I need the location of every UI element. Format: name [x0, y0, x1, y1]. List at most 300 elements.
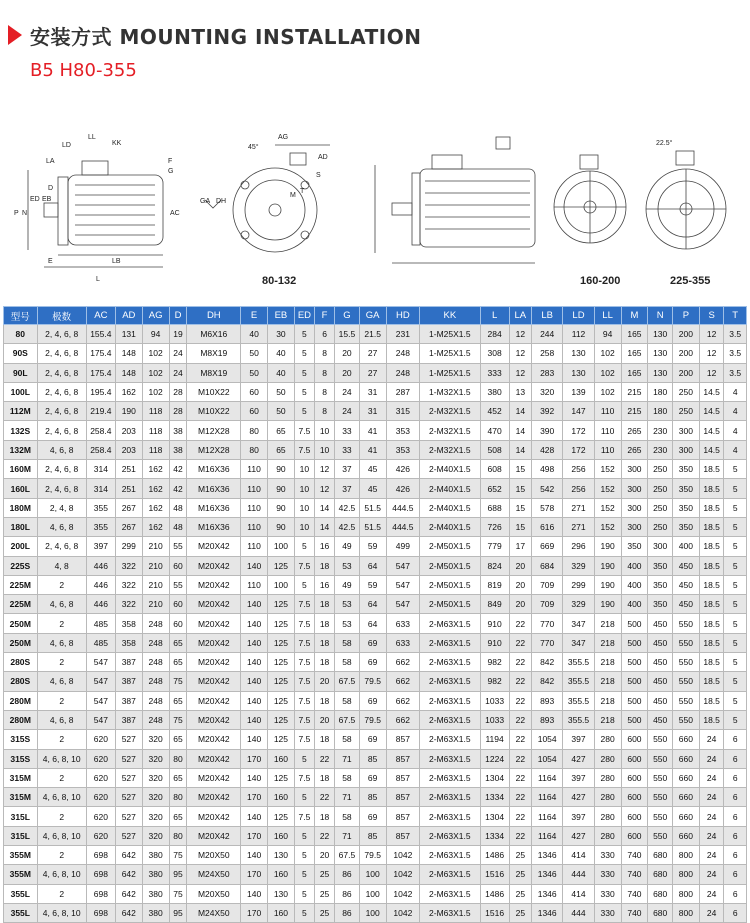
table-cell: 14.5 — [699, 402, 724, 421]
table-cell: 550 — [648, 788, 673, 807]
table-cell: 90 — [268, 517, 295, 536]
table-cell: 314 — [86, 479, 115, 498]
table-cell: 2-M40X1.5 — [420, 517, 480, 536]
table-cell: 7.5 — [294, 653, 314, 672]
table-cell: 69 — [359, 691, 386, 710]
table-cell: 684 — [532, 556, 563, 575]
svg-text:G: G — [168, 168, 174, 175]
table-cell: 1-M25X1.5 — [420, 344, 480, 363]
table-cell: 55 — [169, 537, 187, 556]
table-cell: 550 — [648, 807, 673, 826]
table-cell: 31 — [359, 382, 386, 401]
table-cell: M20X42 — [187, 807, 241, 826]
table-cell: 190 — [594, 575, 621, 594]
svg-text:KK: KK — [112, 140, 122, 147]
table-cell: 642 — [115, 846, 142, 865]
table-cell: 280 — [594, 788, 621, 807]
table-cell: 2-M63X1.5 — [420, 865, 480, 884]
table-cell: 12 — [699, 325, 724, 344]
table-cell: 6 — [724, 884, 747, 903]
table-cell: 69 — [359, 633, 386, 652]
table-cell: 2, 4, 6, 8 — [37, 460, 86, 479]
column-header: LL — [594, 307, 621, 325]
table-cell: 250 — [648, 479, 673, 498]
table-cell: 58 — [335, 653, 360, 672]
table-cell: 350 — [672, 460, 699, 479]
table-cell: 248 — [386, 344, 420, 363]
table-row — [4, 865, 747, 884]
table-cell: 248 — [386, 363, 420, 382]
table-cell: 2 — [37, 575, 86, 594]
table-cell: 250 — [648, 498, 673, 517]
table-cell: 550 — [648, 730, 673, 749]
table-cell: 5 — [294, 382, 314, 401]
table-cell: 110 — [241, 479, 268, 498]
table-cell: 740 — [621, 884, 648, 903]
table-cell: 4, 6, 8, 10 — [37, 749, 86, 768]
table-cell: 41 — [359, 421, 386, 440]
table-cell: 633 — [386, 633, 420, 652]
table-cell: 329 — [563, 556, 594, 575]
table-cell: 358 — [115, 633, 142, 652]
table-cell: 2 — [37, 614, 86, 633]
table-cell: 75 — [169, 710, 187, 729]
table-cell: 320 — [142, 730, 169, 749]
table-cell: 857 — [386, 768, 420, 787]
table-cell: 508 — [480, 440, 509, 459]
table-cell: 162 — [142, 498, 169, 517]
table-cell: 256 — [563, 479, 594, 498]
table-cell: 140 — [241, 653, 268, 672]
table-cell: 380 — [142, 884, 169, 903]
table-cell: 5 — [724, 556, 747, 575]
table-cell: 18.5 — [699, 517, 724, 536]
svg-text:F: F — [168, 158, 173, 165]
table-row — [4, 884, 747, 903]
table-cell: 152 — [594, 479, 621, 498]
table-cell: 53 — [335, 614, 360, 633]
table-cell: 1334 — [480, 826, 509, 845]
table-cell: 426 — [386, 479, 420, 498]
table-cell: 444.5 — [386, 498, 420, 517]
table-cell: 265 — [621, 440, 648, 459]
table-cell: M16X36 — [187, 517, 241, 536]
table-cell: 527 — [115, 768, 142, 787]
table-cell: 20 — [314, 846, 334, 865]
table-cell: 18.5 — [699, 556, 724, 575]
table-cell: 231 — [386, 325, 420, 344]
table-cell: 125 — [268, 807, 295, 826]
table-cell: 550 — [648, 768, 673, 787]
model-cell: 315S — [4, 730, 38, 749]
table-cell: 1164 — [532, 788, 563, 807]
table-cell: 40 — [241, 325, 268, 344]
table-cell: 2, 4, 6, 8 — [37, 325, 86, 344]
table-cell: 102 — [594, 344, 621, 363]
dimension-table — [3, 306, 747, 923]
table-cell: 22 — [314, 788, 334, 807]
table-cell: 18.5 — [699, 460, 724, 479]
table-cell: 30 — [268, 325, 295, 344]
table-cell: 58 — [335, 633, 360, 652]
table-cell: 662 — [386, 710, 420, 729]
table-row — [4, 749, 747, 768]
table-cell: 80 — [169, 749, 187, 768]
table-cell: 140 — [241, 614, 268, 633]
table-cell: 1346 — [532, 903, 563, 922]
table-cell: 387 — [115, 710, 142, 729]
table-cell: 210 — [142, 537, 169, 556]
table-row — [4, 517, 747, 536]
table-cell: 322 — [115, 595, 142, 614]
table-cell: 22 — [509, 730, 531, 749]
table-cell: 110 — [594, 440, 621, 459]
table-cell: 547 — [386, 595, 420, 614]
table-cell: 58 — [335, 768, 360, 787]
table-cell: 140 — [241, 710, 268, 729]
table-cell: 10 — [314, 421, 334, 440]
table-cell: 390 — [532, 421, 563, 440]
table-cell: 200 — [672, 363, 699, 382]
table-cell: 10 — [294, 479, 314, 498]
table-cell: 652 — [480, 479, 509, 498]
table-cell: 300 — [621, 517, 648, 536]
model-cell: 90S — [4, 344, 38, 363]
svg-text:LA: LA — [46, 158, 55, 165]
model-cell: 132M — [4, 440, 38, 459]
table-cell: 333 — [480, 363, 509, 382]
table-cell: 1042 — [386, 846, 420, 865]
svg-text:ED: ED — [30, 196, 40, 203]
column-header: 型号 — [4, 307, 38, 325]
table-cell: 12 — [509, 344, 531, 363]
svg-text:AC: AC — [170, 210, 180, 217]
table-cell: 498 — [532, 460, 563, 479]
table-cell: 110 — [241, 517, 268, 536]
table-cell: 2 — [37, 884, 86, 903]
table-cell: 21.5 — [359, 325, 386, 344]
table-cell: 267 — [115, 498, 142, 517]
table-cell: 190 — [115, 402, 142, 421]
table-cell: 152 — [594, 498, 621, 517]
table-cell: 40 — [268, 344, 295, 363]
caption-80-132: 80-132 — [262, 275, 297, 287]
table-cell: 485 — [86, 614, 115, 633]
table-cell: 59 — [359, 537, 386, 556]
table-cell: 18 — [314, 691, 334, 710]
table-cell: 680 — [648, 846, 673, 865]
table-cell: 160 — [268, 788, 295, 807]
table-cell: 24 — [335, 402, 360, 421]
table-cell: 22 — [509, 614, 531, 633]
table-cell: 1054 — [532, 730, 563, 749]
front-view-large — [646, 151, 726, 249]
table-cell: 79.5 — [359, 846, 386, 865]
table-cell: 170 — [241, 749, 268, 768]
front-view-medium — [554, 155, 626, 243]
table-cell: 5 — [294, 537, 314, 556]
table-cell: 203 — [115, 440, 142, 459]
table-cell: 155.4 — [86, 325, 115, 344]
table-cell: 25 — [314, 903, 334, 922]
table-cell: 5 — [294, 903, 314, 922]
table-cell: 15 — [509, 460, 531, 479]
model-cell: 100L — [4, 382, 38, 401]
model-cell: 280M — [4, 710, 38, 729]
table-cell: 7.5 — [294, 633, 314, 652]
table-cell: 33 — [335, 440, 360, 459]
table-cell: 2-M63X1.5 — [420, 710, 480, 729]
table-cell: 4 — [724, 382, 747, 401]
table-cell: 355.5 — [563, 710, 594, 729]
table-cell: 18.5 — [699, 537, 724, 556]
table-cell: 550 — [672, 672, 699, 691]
table-cell: 280 — [594, 768, 621, 787]
table-cell: 5 — [724, 633, 747, 652]
table-cell: 800 — [672, 884, 699, 903]
table-cell: 175.4 — [86, 363, 115, 382]
table-cell: 450 — [672, 575, 699, 594]
table-cell: 140 — [241, 730, 268, 749]
table-cell: 982 — [480, 653, 509, 672]
table-cell: 60 — [169, 595, 187, 614]
table-cell: 100 — [268, 537, 295, 556]
table-cell: 680 — [648, 903, 673, 922]
side-view-large — [375, 137, 535, 263]
table-cell: 355 — [86, 517, 115, 536]
table-cell: 392 — [532, 402, 563, 421]
table-cell: 726 — [480, 517, 509, 536]
table-cell: 1033 — [480, 710, 509, 729]
table-cell: 2-M63X1.5 — [420, 884, 480, 903]
column-header: LD — [563, 307, 594, 325]
table-cell: 18 — [314, 556, 334, 575]
table-cell: 2, 4, 6, 8 — [37, 363, 86, 382]
table-cell: 547 — [86, 653, 115, 672]
table-cell: 45 — [359, 460, 386, 479]
table-cell: 849 — [480, 595, 509, 614]
table-cell: 25 — [314, 884, 334, 903]
table-row — [4, 710, 747, 729]
model-cell: 200L — [4, 537, 38, 556]
table-cell: 24 — [699, 865, 724, 884]
table-cell: 2, 4, 6, 8 — [37, 382, 86, 401]
table-cell: 380 — [142, 903, 169, 922]
table-cell: 7.5 — [294, 672, 314, 691]
table-cell: 320 — [142, 768, 169, 787]
table-cell: 15 — [509, 498, 531, 517]
table-cell: 350 — [672, 517, 699, 536]
table-cell: 90 — [268, 498, 295, 517]
table-cell: 299 — [115, 537, 142, 556]
table-cell: 69 — [359, 730, 386, 749]
table-cell: 5 — [294, 749, 314, 768]
table-cell: 42 — [169, 460, 187, 479]
table-cell: 893 — [532, 710, 563, 729]
table-cell: 300 — [672, 440, 699, 459]
table-cell: 5 — [294, 884, 314, 903]
table-cell: 265 — [621, 421, 648, 440]
table-cell: 250 — [672, 402, 699, 421]
table-cell: 2, 4, 8 — [37, 498, 86, 517]
table-cell: 387 — [115, 653, 142, 672]
table-cell: 5 — [724, 460, 747, 479]
table-cell: 800 — [672, 846, 699, 865]
table-cell: 1-M25X1.5 — [420, 363, 480, 382]
table-cell: 5 — [294, 325, 314, 344]
table-cell: 1304 — [480, 768, 509, 787]
table-cell: 446 — [86, 575, 115, 594]
table-cell: 550 — [648, 826, 673, 845]
table-cell: 499 — [386, 537, 420, 556]
table-cell: 160 — [268, 749, 295, 768]
table-cell: 300 — [621, 479, 648, 498]
table-cell: 1194 — [480, 730, 509, 749]
table-cell: 5 — [724, 595, 747, 614]
table-cell: 79.5 — [359, 672, 386, 691]
table-cell: 25 — [314, 865, 334, 884]
table-cell: 18 — [314, 730, 334, 749]
table-cell: 355 — [86, 498, 115, 517]
table-cell: 14 — [509, 421, 531, 440]
table-cell: 857 — [386, 730, 420, 749]
table-cell: 130 — [648, 363, 673, 382]
table-cell: 86 — [335, 903, 360, 922]
svg-text:N: N — [22, 210, 28, 217]
table-cell: 500 — [621, 614, 648, 633]
table-cell: 45 — [359, 479, 386, 498]
table-cell: 620 — [86, 788, 115, 807]
table-cell: 271 — [563, 498, 594, 517]
table-cell: 6 — [724, 730, 747, 749]
model-cell: 355M — [4, 865, 38, 884]
table-cell: 218 — [594, 710, 621, 729]
table-cell: 210 — [142, 556, 169, 575]
table-cell: 200 — [672, 325, 699, 344]
table-cell: 147 — [563, 402, 594, 421]
table-cell: 4, 6, 8 — [37, 633, 86, 652]
table-cell: 15 — [509, 517, 531, 536]
table-cell: 397 — [86, 537, 115, 556]
table-cell: 620 — [86, 807, 115, 826]
table-cell: 2-M63X1.5 — [420, 633, 480, 652]
table-cell: M16X36 — [187, 498, 241, 517]
table-cell: 215 — [621, 402, 648, 421]
table-cell: 1346 — [532, 865, 563, 884]
table-cell: 8 — [314, 344, 334, 363]
table-cell: 130 — [268, 846, 295, 865]
table-cell: 24 — [699, 788, 724, 807]
table-cell: 5 — [724, 498, 747, 517]
table-cell: 139 — [563, 382, 594, 401]
table-cell: 2-M63X1.5 — [420, 788, 480, 807]
table-cell: 4, 6, 8 — [37, 672, 86, 691]
table-cell: 22 — [314, 749, 334, 768]
table-row — [4, 653, 747, 672]
table-cell: 1164 — [532, 826, 563, 845]
table-cell: 4, 6, 8, 10 — [37, 788, 86, 807]
table-cell: 280 — [594, 807, 621, 826]
table-cell: 280 — [594, 826, 621, 845]
table-cell: 130 — [563, 344, 594, 363]
table-cell: 350 — [648, 556, 673, 575]
table-cell: 37 — [335, 460, 360, 479]
table-cell: M20X42 — [187, 710, 241, 729]
table-cell: 2-M50X1.5 — [420, 575, 480, 594]
table-cell: 4, 6, 8 — [37, 595, 86, 614]
table-cell: 42.5 — [335, 498, 360, 517]
table-cell: M20X42 — [187, 749, 241, 768]
table-cell: 55 — [169, 575, 187, 594]
model-cell: 315M — [4, 788, 38, 807]
table-cell: 3.5 — [724, 344, 747, 363]
table-cell: 218 — [594, 633, 621, 652]
table-cell: 500 — [621, 633, 648, 652]
table-cell: 5 — [724, 653, 747, 672]
model-cell: 250M — [4, 614, 38, 633]
table-cell: 12 — [314, 460, 334, 479]
table-cell: 190 — [594, 556, 621, 575]
table-cell: 110 — [241, 498, 268, 517]
table-cell: 67.5 — [335, 710, 360, 729]
table-cell: 824 — [480, 556, 509, 575]
table-cell: 1033 — [480, 691, 509, 710]
table-cell: 857 — [386, 807, 420, 826]
table-cell: 24 — [699, 826, 724, 845]
model-cell: 355L — [4, 903, 38, 922]
table-cell: 308 — [480, 344, 509, 363]
table-cell: 258 — [532, 344, 563, 363]
table-cell: 12 — [509, 325, 531, 344]
table-cell: 2-M40X1.5 — [420, 460, 480, 479]
table-cell: 24 — [699, 903, 724, 922]
table-cell: 2-M63X1.5 — [420, 691, 480, 710]
table-cell: 18.5 — [699, 575, 724, 594]
table-cell: 779 — [480, 537, 509, 556]
table-cell: 18.5 — [699, 595, 724, 614]
table-cell: 1224 — [480, 749, 509, 768]
table-cell: 218 — [594, 691, 621, 710]
table-cell: 69 — [359, 807, 386, 826]
table-cell: 58 — [335, 730, 360, 749]
table-cell: 300 — [621, 498, 648, 517]
table-cell: 4, 6, 8 — [37, 440, 86, 459]
caption-225-355: 225-355 — [670, 275, 711, 287]
model-cell: 225M — [4, 595, 38, 614]
table-cell: 65 — [169, 653, 187, 672]
table-cell: 160 — [268, 826, 295, 845]
table-cell: 2-M63X1.5 — [420, 672, 480, 691]
table-cell: 660 — [672, 768, 699, 787]
table-cell: 60 — [241, 402, 268, 421]
table-row — [4, 691, 747, 710]
table-cell: 24 — [699, 884, 724, 903]
column-header: D — [169, 307, 187, 325]
table-cell: 550 — [672, 614, 699, 633]
table-cell: 4 — [724, 421, 747, 440]
table-cell: 320 — [142, 749, 169, 768]
table-cell: 2-M32X1.5 — [420, 421, 480, 440]
table-cell: 698 — [86, 903, 115, 922]
table-row — [4, 633, 747, 652]
side-view-small — [28, 161, 163, 267]
table-cell: 819 — [480, 575, 509, 594]
svg-text:E: E — [48, 258, 53, 265]
table-cell: 244 — [532, 325, 563, 344]
table-cell: 550 — [672, 710, 699, 729]
table-cell: 190 — [594, 537, 621, 556]
table-cell: 444 — [563, 865, 594, 884]
